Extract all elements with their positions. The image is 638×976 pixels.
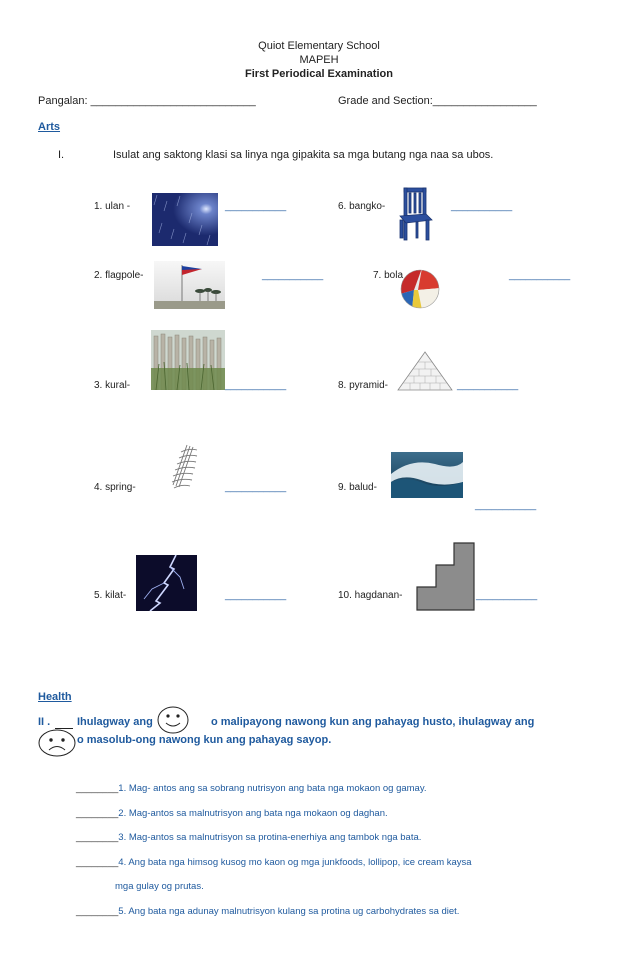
statement-blank: ________: [76, 906, 119, 917]
item-label: 8. pyramid-: [338, 380, 389, 391]
rain-photo: [152, 193, 218, 246]
item-label: 5. kilat-: [94, 590, 127, 601]
answer-blank: ___________: [451, 201, 513, 212]
health-instruction-line2: o masolub-ong nawong kun ang pahayag sayop.: [77, 734, 332, 746]
arts-heading: Arts: [38, 121, 61, 133]
statement-blank: ________: [76, 808, 119, 819]
item-label: 9. balud-: [338, 482, 377, 493]
answer-blank: ___________: [225, 482, 287, 493]
answer-blank: ___________: [457, 380, 519, 391]
statement-continuation: mga gulay og prutas.: [115, 881, 204, 892]
item-label: 6. bangko-: [338, 201, 386, 212]
flagpole-photo: [154, 261, 225, 309]
subject-title: MAPEH: [299, 54, 339, 66]
statement-text: 1. Mag- antos ang sa sobrang nutrisyon ang bata nga mokaon og gamay.: [118, 783, 427, 794]
item-label: 4. spring-: [94, 482, 136, 493]
statement-text: 5. Ang bata nga adunay malnutrisyon kulang sa protina ug carbohydrates sa diet.: [118, 906, 460, 917]
answer-blank: ___________: [475, 500, 537, 511]
health-heading: Health: [38, 691, 72, 703]
item-label: 3. kural-: [94, 380, 131, 391]
wave-photo: [391, 452, 463, 498]
health-part-number: II .: [38, 716, 51, 728]
statement-item: [76, 808, 388, 819]
statement-text: 2. Mag-antos sa malnutrisyon ang bata nga mokaon og daghan.: [118, 808, 388, 819]
spring-icon: [168, 442, 198, 490]
statement-text: 3. Mag-antos sa malnutrisyon sa protina-enerhiya ang tambok nga bata.: [118, 832, 422, 843]
school-name: Quiot Elementary School: [258, 40, 380, 52]
health-instruction-part2: o malipayong nawong kun ang pahayag husto, ihulagway ang: [211, 716, 535, 728]
pyramid-icon: [396, 350, 454, 392]
statement-blank: ________: [76, 783, 119, 794]
statement-item: [76, 832, 421, 843]
arts-part-number: I.: [58, 149, 65, 161]
statement-blank: ________: [76, 832, 119, 843]
happy-face-icon: [157, 706, 189, 734]
name-field: Pangalan: ___________________________: [38, 95, 256, 107]
answer-blank: ___________: [262, 270, 324, 281]
item-label: 7. bola: [373, 270, 404, 281]
answer-blank: ___________: [225, 590, 287, 601]
exam-title: First Periodical Examination: [245, 68, 393, 80]
statement-item: [76, 857, 472, 868]
lightning-photo: [136, 555, 197, 611]
health-instruction-part1: Ihulagway ang: [77, 716, 153, 728]
statement-blank: ________: [76, 857, 119, 868]
item-label: 2. flagpole-: [94, 270, 144, 281]
answer-blank: ___________: [509, 270, 571, 281]
sad-face-icon: [38, 729, 78, 757]
stairs-icon: [416, 541, 476, 611]
item-label: 10. hagdanan-: [338, 590, 403, 601]
answer-blank: ___________: [225, 201, 287, 212]
grade-section-field: Grade and Section:_________________: [338, 95, 537, 107]
arts-instruction: Isulat ang saktong klasi sa linya nga gipakita sa mga butang nga naa sa ubos.: [113, 149, 494, 161]
statement-text: 4. Ang bata nga himsog kusog mo kaon og mga junkfoods, lollipop, ice cream kaysa: [118, 857, 472, 868]
answer-blank: ___________: [225, 380, 287, 391]
statement-item: [76, 906, 459, 917]
chair-icon: [396, 186, 436, 242]
answer-blank: ___________: [476, 590, 538, 601]
item-label: 1. ulan -: [94, 201, 131, 212]
statement-item: [76, 783, 427, 794]
fence-photo: [151, 330, 225, 390]
ball-icon: [400, 268, 440, 310]
